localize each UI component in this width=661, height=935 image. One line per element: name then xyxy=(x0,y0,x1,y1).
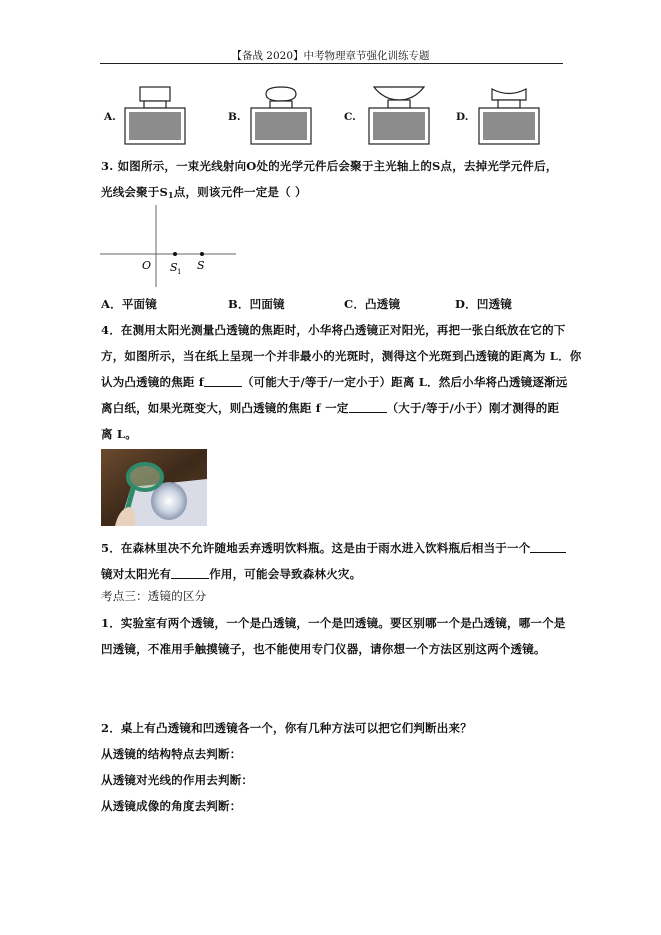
q3-option-c: C．凸透镜 xyxy=(344,297,401,311)
figure-label-a: A. xyxy=(104,111,116,123)
bottle-d-figure xyxy=(476,84,542,146)
s-point xyxy=(200,252,204,256)
section-title: 考点三：透镜的区分 xyxy=(101,589,207,603)
q4-line4: 离白纸，如果光斑变大，则凸透镜的焦距 f 一定 （大于/等于/小于）刚才测得的距 xyxy=(101,401,560,415)
bottle-a-figure xyxy=(122,84,188,146)
s2-line4: 从透镜成像的角度去判断： xyxy=(101,799,242,813)
q5-line2: 镜对太阳光有 作用，可能会导致森林火灾。 xyxy=(101,567,362,581)
q3-option-a: A．平面镜 xyxy=(101,297,157,311)
q4-blank-2[interactable] xyxy=(349,401,387,413)
s2-line2: 从透镜的结构特点去判断： xyxy=(101,747,242,761)
q3-line2: 光线会聚于$S_1$点，则该元件一定是（ ） xyxy=(101,185,307,200)
q3-option-b: B．凹面镜 xyxy=(228,297,285,311)
q4-line2: 方，如图所示，当在纸上呈现一个并非最小的光斑时，测得这个光斑到凸透镜的距离为 L．你 xyxy=(101,349,582,363)
figure-label-b: B. xyxy=(228,111,241,123)
label-s1-sub: 1 xyxy=(177,268,182,276)
q3-line1: 3. 如图所示，一束光线射向O处的光学元件后会聚于主光轴上的S点，去掉光学元件后， xyxy=(101,159,558,173)
bottle-c-figure xyxy=(364,84,434,146)
q5-line1: 5．在森林里决不允许随地丢弃透明饮料瓶。这是由于雨水进入饮料瓶后相当于一个 xyxy=(101,540,566,556)
header-divider xyxy=(100,63,563,64)
label-s1: S xyxy=(170,261,178,274)
q5-blank-1[interactable] xyxy=(530,541,566,553)
q4-line5: 离 L。 xyxy=(101,427,137,441)
q5-blank-2[interactable] xyxy=(171,567,209,579)
q4-line1: 4．在测用太阳光测量凸透镜的焦距时，小华将凸透镜正对阳光，再把一张白纸放在它的下 xyxy=(101,323,566,337)
figure-label-c: C. xyxy=(344,111,356,123)
q4-blank-1[interactable] xyxy=(204,375,242,387)
bottle-b-figure xyxy=(248,84,314,146)
q4-line3: 认为凸透镜的焦距 f （可能大于/等于/一定小于）距离 L．然后小华将凸透镜逐渐远 xyxy=(101,375,568,389)
s1-line2: 凹透镜，不准用手触摸镜子，也不能使用专门仪器，请你想一个方法区别这两个透镜。 xyxy=(101,642,546,656)
q3-option-d: D．凹透镜 xyxy=(455,297,512,311)
s2-line1: 2．桌上有凸透镜和凹透镜各一个，你有几种方法可以把它们判断出来？ xyxy=(101,721,472,735)
page-header: 【备战 2020】中考物理章节强化训练专题 xyxy=(231,50,430,62)
label-s: S xyxy=(197,259,205,272)
s1-line1: 1．实验室有两个透镜，一个是凸透镜，一个是凹透镜。要区别哪一个是凸透镜，哪一个是 xyxy=(101,616,566,630)
magnifier-photo xyxy=(101,449,207,526)
q3-optical-axis-diagram xyxy=(100,205,236,287)
s1-point xyxy=(173,252,177,256)
s2-line3: 从透镜对光线的作用去判断： xyxy=(101,773,254,787)
bottle-figures xyxy=(100,84,570,146)
figure-label-d: D. xyxy=(456,111,469,123)
label-o: O xyxy=(142,259,152,272)
